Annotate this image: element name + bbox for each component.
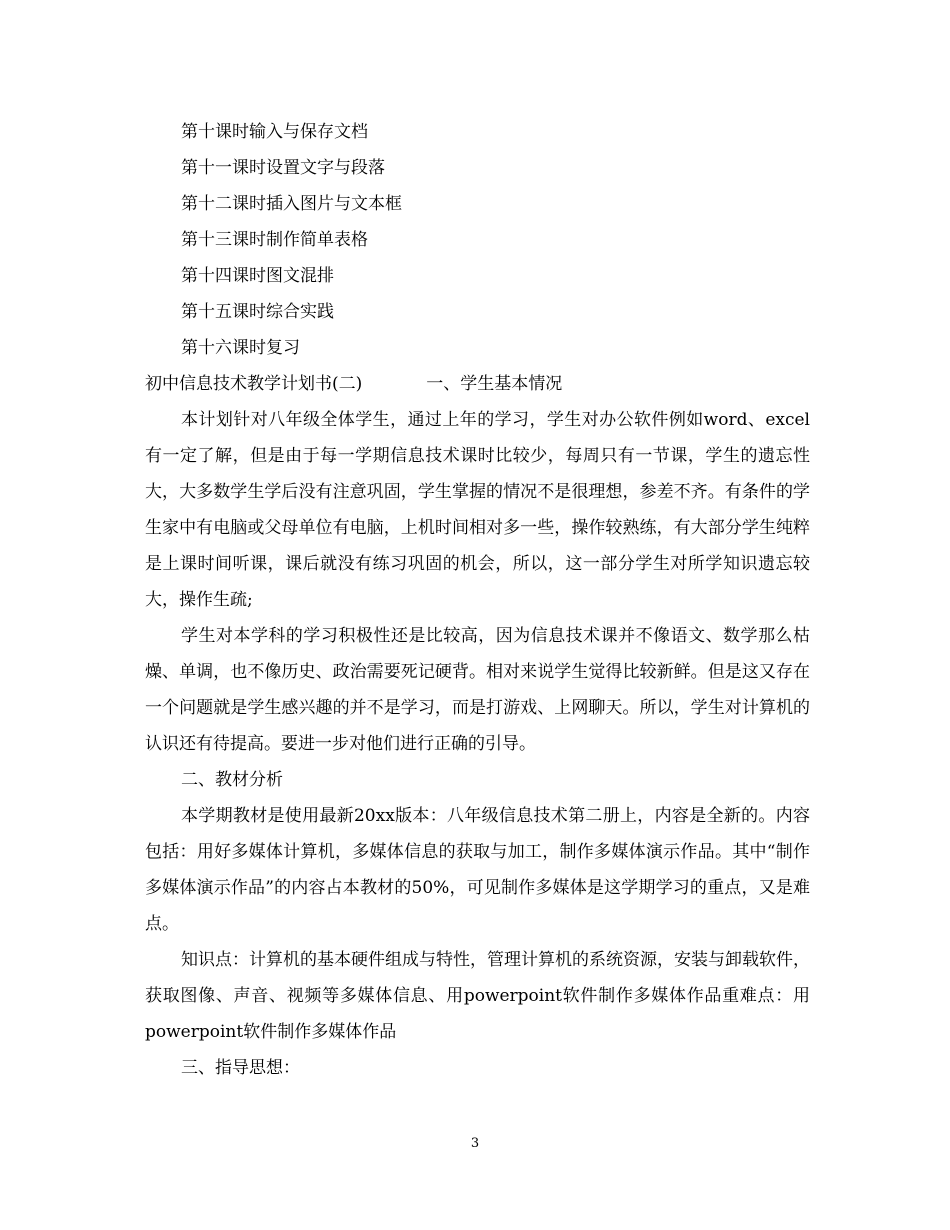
document-body: [145, 114, 810, 1086]
toc-line: 第十二课时插入图片与文本框: [181, 194, 402, 214]
section-title-line: [145, 366, 810, 402]
toc-line: 第十五课时综合实践: [181, 302, 334, 322]
paragraph-student-interest: 学生对本学科的学习积极性还是比较高，因为信息技术课并不像语文、数学那么枯燥、单调，也不像历史、政治需要死记硬背。相对来说学生觉得比较新鲜。但是这又存在一个问题就是学生感兴趣的并不是学习，而是打游戏、上网聊天。所以，学生对计算机的认识还有待提高。要进一步对他们进行正确的引导。: [145, 626, 810, 754]
page-number: 3: [470, 1136, 480, 1151]
toc-line: 第十三课时制作简单表格: [181, 230, 368, 250]
toc-line: 第十一课时设置文字与段落: [181, 158, 385, 178]
paragraph-textbook: 本学期教材是使用最新20xx版本：八年级信息技术第二册上，内容是全新的。内容包括：用好多媒体计算机，多媒体信息的获取与加工，制作多媒体演示作品。其中“制作多媒体演示作品”的内容占本教材的50%，可见制作多媒体是这学期学习的重点，又是难点。: [145, 806, 810, 934]
paragraph-knowledge-points: 知识点：计算机的基本硬件组成与特性，管理计算机的系统资源，安装与卸载软件，获取图像、声音、视频等多媒体信息、用powerpoint软件制作多媒体作品重难点：用powerpoint软件制作多媒体作品: [145, 950, 810, 1042]
section-title: 初中信息技术教学计划书(二): [145, 374, 363, 394]
heading-student-situation: 一、学生基本情况: [426, 374, 563, 394]
heading-textbook-analysis: 二、教材分析: [181, 770, 283, 790]
paragraph-student-situation: 本计划针对八年级全体学生，通过上年的学习，学生对办公软件例如word、excel有一定了解，但是由于每一学期信息技术课时比较少，每周只有一节课，学生的遗忘性大，大多数学生学后没有注意巩固，学生掌握的情况不是很理想，参差不齐。有条件的学生家中有电脑或父母单位有电脑，上机时间相对多一些，操作较熟练，有大部分学生纯粹是上课时间听课，课后就没有练习巩固的机会，所以，这一部分学生对所学知识遗忘较大，操作生疏;: [145, 410, 810, 610]
toc-line: 第十四课时图文混排: [181, 266, 334, 286]
toc-line: 第十课时输入与保存文档: [181, 122, 368, 142]
heading-guiding-ideology: 三、指导思想：: [181, 1058, 300, 1078]
toc-line: 第十六课时复习: [181, 338, 300, 358]
